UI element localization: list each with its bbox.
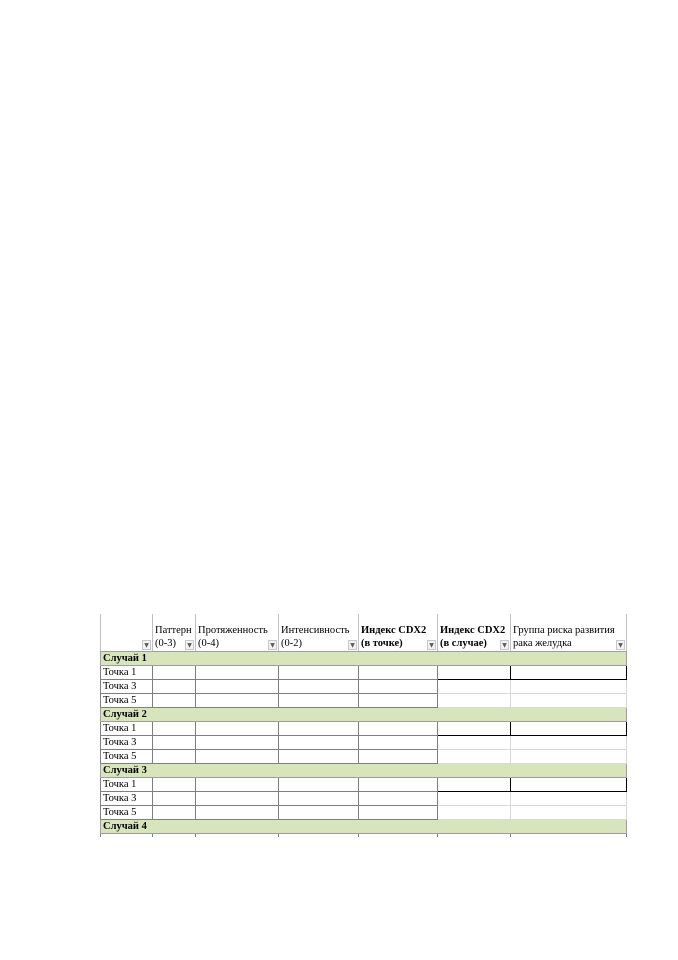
header-cell-label: [101, 614, 153, 652]
header-line1: Индекс CDX2: [440, 625, 506, 636]
point-label[interactable]: Точка 3: [101, 736, 153, 750]
pattern-cell[interactable]: [153, 722, 196, 736]
cdx2-point-cell[interactable]: [359, 806, 438, 820]
intensity-cell[interactable]: [279, 778, 359, 792]
pattern-cell[interactable]: [153, 792, 196, 806]
cell-stub: [153, 834, 196, 838]
header-line2: рака желудка: [513, 638, 572, 649]
header-line2: (в точке): [361, 638, 403, 649]
extent-cell[interactable]: [196, 750, 279, 764]
header-line1: Интенсивность: [281, 625, 350, 636]
point-label[interactable]: Точка 5: [101, 806, 153, 820]
case-label[interactable]: Случай 1: [101, 652, 627, 666]
case-label[interactable]: Случай 3: [101, 764, 627, 778]
table-row-partial: [101, 834, 627, 838]
point-label[interactable]: Точка 1: [101, 722, 153, 736]
intensity-cell[interactable]: [279, 666, 359, 680]
table-row: [101, 806, 627, 820]
header-cell-risk-group: [511, 614, 627, 652]
table-row: [101, 792, 627, 806]
cdx2-case-cell[interactable]: [438, 694, 511, 708]
table-row: [101, 736, 627, 750]
risk-group-cell[interactable]: [511, 806, 627, 820]
header-cell-cdx2-case: [438, 614, 511, 652]
cdx2-point-cell[interactable]: [359, 792, 438, 806]
header-line2: (0-4): [198, 638, 219, 649]
case-row: [101, 708, 627, 722]
cell-stub: [196, 834, 279, 838]
dropdown-arrow-icon[interactable]: ▼: [348, 640, 357, 650]
intensity-cell[interactable]: [279, 750, 359, 764]
cell-stub: [359, 834, 438, 838]
header-cell-intensity: [279, 614, 359, 652]
table-row: [101, 722, 627, 736]
table-row: [101, 666, 627, 680]
cdx2-table: [100, 614, 627, 837]
cell-stub: [511, 834, 627, 838]
risk-group-cell[interactable]: [511, 736, 627, 750]
cdx2-case-cell[interactable]: [438, 666, 511, 680]
extent-cell[interactable]: [196, 694, 279, 708]
case-label[interactable]: Случай 2: [101, 708, 627, 722]
dropdown-arrow-icon[interactable]: ▼: [500, 640, 509, 650]
cdx2-case-cell[interactable]: [438, 792, 511, 806]
pattern-cell[interactable]: [153, 806, 196, 820]
cdx2-point-cell[interactable]: [359, 736, 438, 750]
header-line2: (0-2): [281, 638, 302, 649]
cdx2-case-cell[interactable]: [438, 778, 511, 792]
pattern-cell[interactable]: [153, 778, 196, 792]
risk-group-cell[interactable]: [511, 792, 627, 806]
dropdown-arrow-icon[interactable]: ▼: [268, 640, 277, 650]
dropdown-arrow-icon[interactable]: ▼: [185, 640, 194, 650]
point-label[interactable]: Точка 1: [101, 666, 153, 680]
pattern-cell[interactable]: [153, 694, 196, 708]
pattern-cell[interactable]: [153, 666, 196, 680]
risk-group-cell[interactable]: [511, 750, 627, 764]
cdx2-point-cell[interactable]: [359, 778, 438, 792]
case-row: [101, 764, 627, 778]
extent-cell[interactable]: [196, 680, 279, 694]
header-cell-cdx2-point: [359, 614, 438, 652]
cdx2-case-cell[interactable]: [438, 750, 511, 764]
header-cell-pattern: [153, 614, 196, 652]
header-line2: (в случае): [440, 638, 487, 649]
header-row: [101, 614, 627, 652]
cdx2-case-cell[interactable]: [438, 722, 511, 736]
cdx2-case-cell[interactable]: [438, 736, 511, 750]
cell-stub: [279, 834, 359, 838]
risk-group-cell[interactable]: [511, 778, 627, 792]
pattern-cell[interactable]: [153, 680, 196, 694]
point-label[interactable]: Точка 5: [101, 750, 153, 764]
table-row: [101, 778, 627, 792]
risk-group-cell[interactable]: [511, 680, 627, 694]
extent-cell[interactable]: [196, 792, 279, 806]
cdx2-point-cell[interactable]: [359, 666, 438, 680]
risk-group-cell[interactable]: [511, 694, 627, 708]
dropdown-arrow-icon[interactable]: ▼: [427, 640, 436, 650]
point-label[interactable]: Точка 5: [101, 694, 153, 708]
table-row: [101, 694, 627, 708]
table-row: [101, 680, 627, 694]
risk-group-cell[interactable]: [511, 722, 627, 736]
header-line1: Группа риска развития: [513, 625, 615, 636]
dropdown-arrow-icon[interactable]: ▼: [616, 640, 625, 650]
case-row: [101, 652, 627, 666]
intensity-cell[interactable]: [279, 722, 359, 736]
intensity-cell[interactable]: [279, 694, 359, 708]
cell-stub: [101, 834, 153, 838]
point-label[interactable]: Точка 1: [101, 778, 153, 792]
pattern-cell[interactable]: [153, 736, 196, 750]
point-label[interactable]: Точка 3: [101, 792, 153, 806]
pattern-cell[interactable]: [153, 750, 196, 764]
risk-group-cell[interactable]: [511, 666, 627, 680]
cdx2-case-cell[interactable]: [438, 680, 511, 694]
extent-cell[interactable]: [196, 736, 279, 750]
table-row: [101, 750, 627, 764]
header-line1: Паттерн: [155, 625, 192, 636]
cdx2-point-cell[interactable]: [359, 680, 438, 694]
case-row: [101, 820, 627, 834]
cdx2-point-cell[interactable]: [359, 750, 438, 764]
intensity-cell[interactable]: [279, 680, 359, 694]
extent-cell[interactable]: [196, 666, 279, 680]
extent-cell[interactable]: [196, 778, 279, 792]
intensity-cell[interactable]: [279, 792, 359, 806]
cdx2-point-cell[interactable]: [359, 694, 438, 708]
cdx2-case-cell[interactable]: [438, 806, 511, 820]
dropdown-arrow-icon[interactable]: ▼: [142, 640, 151, 650]
header-line1: Протяженность: [198, 625, 268, 636]
header-cell-extent: [196, 614, 279, 652]
extent-cell[interactable]: [196, 722, 279, 736]
cell-stub: [438, 834, 511, 838]
point-label[interactable]: Точка 3: [101, 680, 153, 694]
header-line1: Индекс CDX2: [361, 625, 427, 636]
extent-cell[interactable]: [196, 806, 279, 820]
intensity-cell[interactable]: [279, 736, 359, 750]
cdx2-point-cell[interactable]: [359, 722, 438, 736]
intensity-cell[interactable]: [279, 806, 359, 820]
header-line2: (0-3): [155, 638, 176, 649]
case-label[interactable]: Случай 4: [101, 820, 627, 834]
